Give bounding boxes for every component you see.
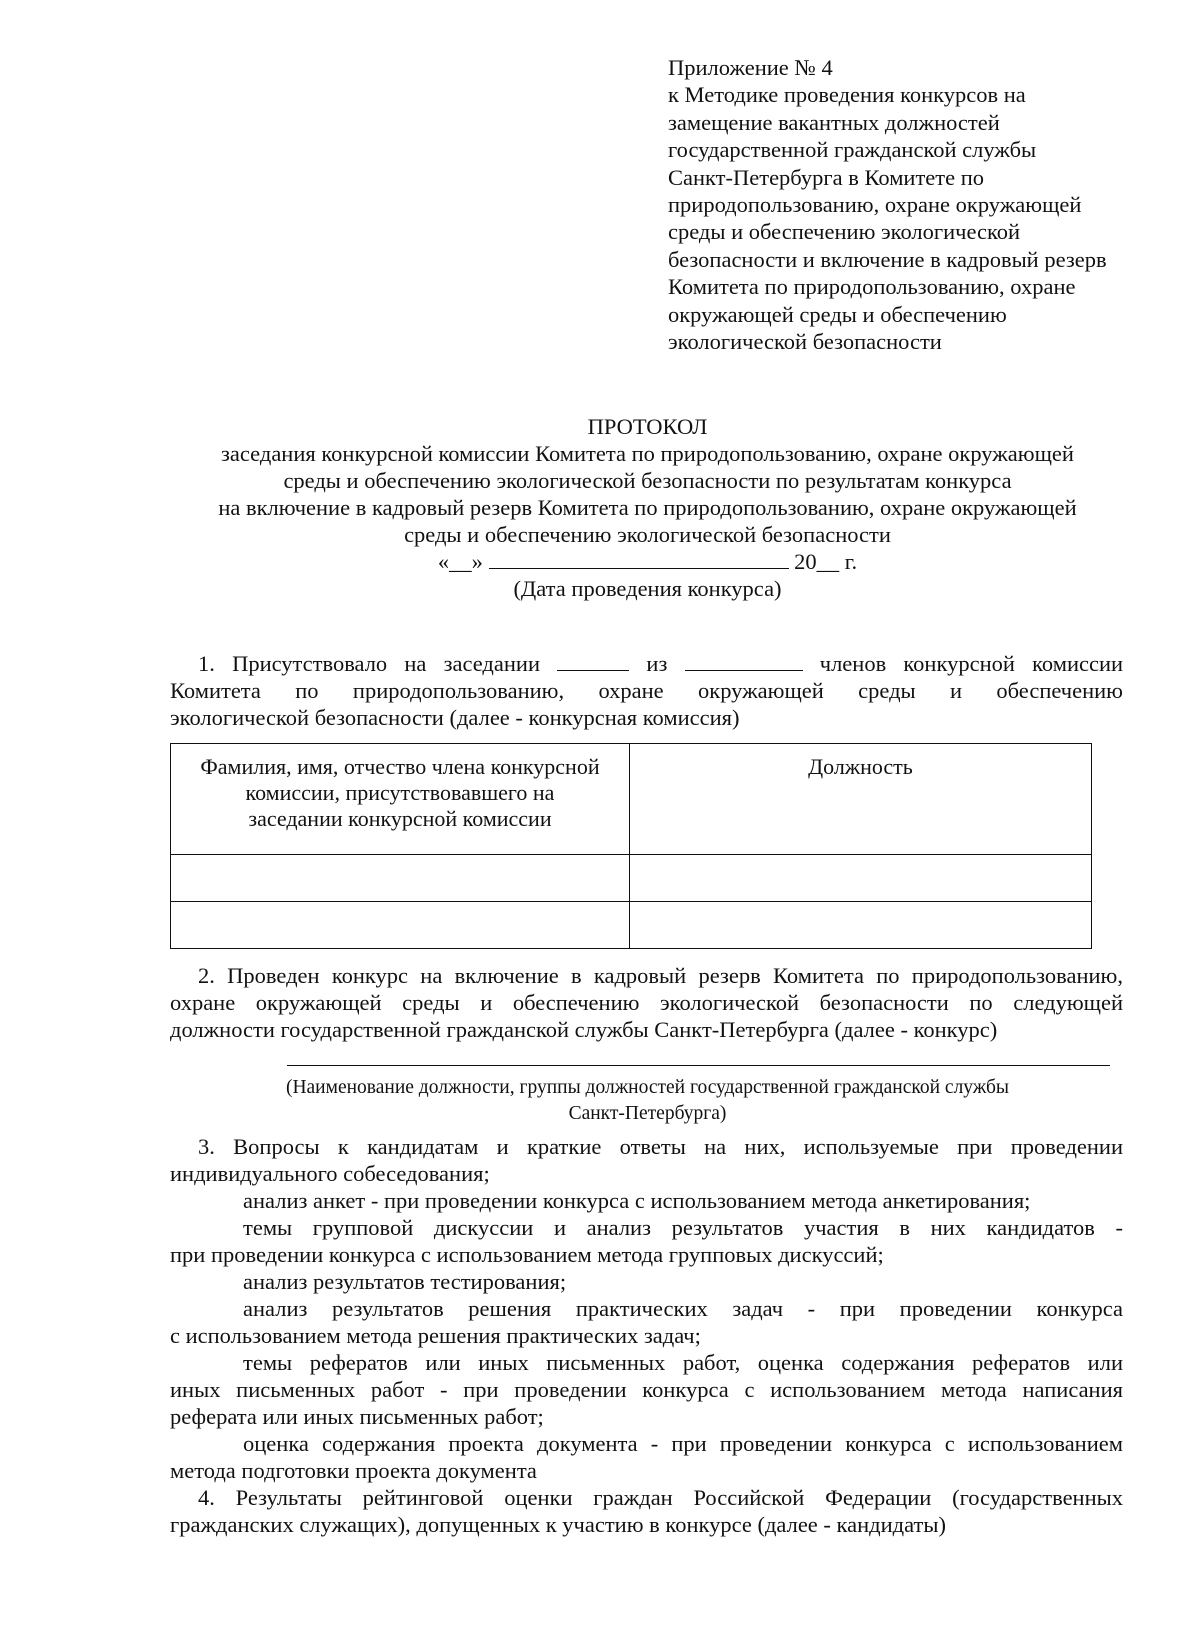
appendix-line: экологической безопасности [668, 329, 942, 355]
section-4 [170, 1484, 1123, 1538]
section-3-item: иных письменных работ - при проведении конкурса с использованием метода написания [170, 1377, 1123, 1402]
total-members-field[interactable] [685, 652, 803, 671]
section-2-line: охране окружающей среды и обеспечению экологической безопасности по следующей [170, 990, 1123, 1015]
protocol-subtitle-line: на включение в кадровый резерв Комитета по природопользованию, охране окружающей [218, 495, 1077, 520]
appendix-line: природопользованию, охране окружающей [668, 192, 1082, 218]
section-3-item: с использованием метода решения практических задач; [170, 1323, 701, 1348]
protocol-subtitle-line: среды и обеспечению экологической безопасности по результатам конкурса [283, 468, 1012, 493]
section-4-line: 4. Результаты рейтинговой оценки граждан Российской Федерации (государственных [198, 1485, 1123, 1510]
appendix-line: среды и обеспечению экологической [668, 219, 1021, 245]
appendix-line: окружающей среды и обеспечению [668, 301, 1007, 327]
section-3-line: индивидуального собеседования; [170, 1161, 490, 1186]
table-header-name [171, 744, 630, 855]
section-3-item: темы рефератов или иных письменных работ, оценка содержания рефератов или [243, 1350, 1123, 1375]
section-2-line: должности государственной гражданской службы Санкт-Петербурга (далее - конкурс) [170, 1017, 998, 1042]
date-day-field[interactable]: «__» [437, 549, 483, 574]
table-header-line: Фамилия, имя, отчество члена конкурсной [200, 754, 600, 779]
table-header-line: Должность [808, 754, 913, 779]
table-header-line: заседании конкурсной комиссии [248, 806, 552, 831]
section-2-line: 2. Проведен конкурс на включение в кадровый резерв Комитета по природопользованию, [198, 963, 1123, 988]
table-row [171, 902, 1092, 949]
section-3-item: анализ результатов тестирования; [243, 1269, 567, 1294]
section-1-line: экологической безопасности (далее - конкурсная комиссия) [170, 705, 740, 730]
section-1 [170, 650, 1123, 731]
section-3 [170, 1133, 1123, 1484]
appendix-line: Санкт-Петербурга в Комитете по [668, 164, 985, 190]
section-3-item: анализ результатов решения практических задач - при проведении конкурса [243, 1296, 1123, 1321]
protocol-title: ПРОТОКОЛ [587, 414, 708, 439]
section-1-line: Комитета по природопользованию, охране окружающей среды и обеспечению [170, 678, 1123, 703]
appendix-line: к Методике проведения конкурсов на [668, 82, 1026, 108]
position-caption-line: (Наименование должности, группы должностей государственной гражданской службы [285, 1077, 1010, 1098]
section-3-item: при проведении конкурса с использованием метода групповых дискуссий; [170, 1242, 884, 1267]
table-cell[interactable] [630, 902, 1092, 949]
section-3-item: реферата или иных письменных работ; [170, 1404, 544, 1429]
table-row [171, 855, 1092, 902]
appendix-line: замещение вакантных должностей [668, 109, 1000, 135]
section-3-item: оценка содержания проекта документа - при проведении конкурса с использованием [243, 1431, 1123, 1456]
table-cell[interactable] [630, 855, 1092, 902]
section-1-suffix: членов конкурсной комиссии [819, 651, 1124, 676]
appendix-header [668, 54, 1168, 355]
table-header-position [630, 744, 1092, 855]
date-year-field[interactable]: 20__ г. [794, 549, 858, 574]
protocol-subtitle-line: среды и обеспечению экологической безопасности [404, 522, 891, 547]
protocol-subtitle-line: заседания конкурсной комиссии Комитета по природопользованию, охране окружающей [221, 441, 1074, 466]
table-cell[interactable] [171, 902, 630, 949]
section-3-line: 3. Вопросы к кандидатам и краткие ответы на них, используемые при проведении [198, 1134, 1123, 1159]
present-count-field[interactable] [557, 652, 629, 671]
section-1-middle: из [646, 651, 668, 676]
table-cell[interactable] [171, 855, 630, 902]
section-1-prefix: 1. Присутствовало на заседании [198, 651, 540, 676]
position-caption [160, 1075, 1135, 1127]
section-2 [170, 962, 1123, 1043]
section-3-item: темы групповой дискуссии и анализ результатов участия в них кандидатов - [243, 1215, 1123, 1240]
section-4-line: гражданских служащих), допущенных к участию в конкурсе (далее - кандидаты) [170, 1512, 946, 1537]
appendix-line: безопасности и включение в кадровый резерв [668, 246, 1107, 272]
members-table [170, 743, 1092, 949]
section-3-item: метода подготовки проекта документа [170, 1458, 537, 1483]
position-name-field[interactable] [287, 1065, 1110, 1066]
section-3-item: анализ анкет - при проведении конкурса с использованием метода анкетирования; [243, 1188, 1031, 1213]
date-month-field[interactable] [489, 550, 789, 569]
date-caption: (Дата проведения конкурса) [513, 576, 782, 601]
appendix-line: Приложение № 4 [668, 55, 833, 80]
position-caption-line: Санкт-Петербурга) [568, 1103, 727, 1124]
table-header-line: комиссии, присутствовавшего на [245, 780, 555, 805]
date-line [160, 548, 1135, 575]
appendix-line: Комитета по природопользованию, охране [668, 274, 1076, 300]
section-1-line [170, 650, 1123, 677]
appendix-line: государственной гражданской службы [668, 137, 1037, 163]
protocol-title-block [160, 413, 1135, 602]
table-header-row [171, 744, 1092, 855]
